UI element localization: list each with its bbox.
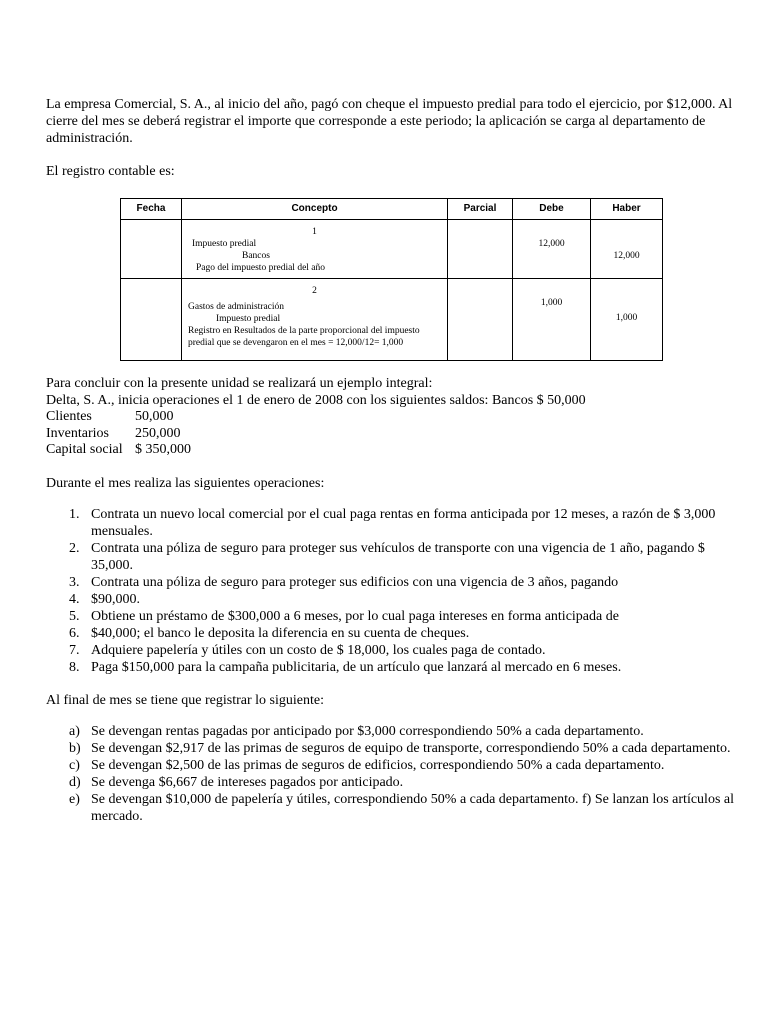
list-item-text: Se devenga $6,667 de intereses pagados por anticipado. bbox=[91, 774, 404, 790]
balance-label: Clientes bbox=[46, 409, 92, 424]
table-row bbox=[121, 279, 663, 361]
entry1-number: 1 bbox=[312, 227, 317, 237]
list-item-text: Contrata una póliza de seguro para proteger sus vehículos de transporte con una vigencia de 1 año, pagando $ 35,000. bbox=[91, 540, 705, 573]
list-item-text: $40,000; el banco le deposita la diferencia en su cuenta de cheques. bbox=[91, 625, 470, 641]
entry2-description-line1: Registro en Resultados de la parte proporcional del impuesto bbox=[188, 326, 420, 336]
table-row bbox=[121, 220, 663, 279]
list-marker: d) bbox=[69, 774, 81, 790]
header-haber: Haber bbox=[591, 199, 663, 220]
ledger-table bbox=[120, 198, 663, 361]
balance-value: 250,000 bbox=[135, 425, 181, 441]
entry1-concepto-cell bbox=[182, 220, 448, 279]
entry2-description-line2: predial que se devengaron en el mes = 12,000/12= 1,000 bbox=[188, 338, 404, 348]
registro-heading: El registro contable es: bbox=[46, 164, 175, 179]
header-parcial: Parcial bbox=[448, 199, 513, 220]
list-item-text: Obtiene un préstamo de $300,000 a 6 meses, por lo cual paga intereses en forma anticipada de bbox=[91, 608, 619, 624]
final-items-list bbox=[46, 723, 736, 825]
list-item bbox=[46, 591, 736, 608]
list-item-text: Se devengan $2,917 de las primas de seguros de equipo de transporte, correspondiendo 50% a cada departamento. bbox=[91, 740, 731, 756]
integral-example-section bbox=[46, 376, 736, 825]
list-item bbox=[46, 540, 736, 574]
entry2-parcial-cell bbox=[448, 279, 513, 361]
operations-list bbox=[46, 506, 736, 676]
list-item-text: Paga $150,000 para la campaña publicitaria, de un artículo que lanzará al mercado en 6 meses. bbox=[91, 659, 622, 675]
entry1-description: Pago del impuesto predial del año bbox=[196, 263, 326, 273]
ledger-header-row bbox=[121, 199, 663, 220]
list-item bbox=[46, 757, 736, 774]
entry2-debe-value: 1,000 bbox=[540, 298, 563, 308]
entry1-haber-value: 12,000 bbox=[613, 251, 640, 261]
entry1-credit-account: Bancos bbox=[242, 251, 270, 261]
list-marker: 3. bbox=[69, 574, 80, 590]
entry2-debe-cell bbox=[513, 279, 591, 361]
list-item bbox=[46, 659, 736, 676]
list-item bbox=[46, 774, 736, 791]
list-item-text: Se devengan rentas pagadas por anticipado por $3,000 correspondiendo 50% a cada departamento. bbox=[91, 723, 644, 739]
balance-row-clientes bbox=[46, 409, 736, 426]
list-marker: b) bbox=[69, 740, 81, 756]
list-item bbox=[46, 642, 736, 659]
balance-label: Inventarios bbox=[46, 425, 109, 441]
delta-line: Delta, S. A., inicia operaciones el 1 de enero de 2008 con los siguientes saldos: Bancos $ 50,000 bbox=[46, 392, 586, 408]
list-item-text: Se devengan $2,500 de las primas de seguros de edificios, correspondiendo 50% a cada departamento. bbox=[91, 757, 665, 773]
list-marker: c) bbox=[69, 757, 80, 773]
list-item bbox=[46, 740, 736, 757]
list-item bbox=[46, 506, 736, 540]
list-item bbox=[46, 791, 736, 825]
entry1-debe-value: 12,000 bbox=[538, 239, 565, 249]
entry1-debe-cell bbox=[513, 220, 591, 279]
list-item-text: $90,000. bbox=[91, 591, 140, 607]
list-marker: 2. bbox=[69, 540, 80, 556]
list-marker: 7. bbox=[69, 642, 80, 658]
list-item-text: Contrata un nuevo local comercial por el cual paga rentas en forma anticipada por 12 meses, a razón de $ 3,000 mensuales. bbox=[91, 506, 716, 539]
header-debe: Debe bbox=[513, 199, 591, 220]
entry2-haber-cell bbox=[591, 279, 663, 361]
entry2-debit-account: Gastos de administración bbox=[188, 302, 285, 312]
operations-heading: Durante el mes realiza las siguientes operaciones: bbox=[46, 475, 325, 491]
final-heading: Al final de mes se tiene que registrar lo siguiente: bbox=[46, 692, 324, 708]
list-marker: 5. bbox=[69, 608, 80, 624]
list-item-text: Se devengan $10,000 de papelería y útiles, correspondiendo 50% a cada departamento. f) Se lanzan los artículos al mercado. bbox=[91, 791, 734, 824]
list-item bbox=[46, 574, 736, 591]
list-marker: 8. bbox=[69, 659, 80, 675]
intro-paragraph: La empresa Comercial, S. A., al inicio del año, pagó con cheque el impuesto predial para todo el ejercicio, por $12,000. Al cierre del mes se deberá registrar el importe que corresponde a este periodo; la aplicación se carga al departamento de administración. bbox=[46, 97, 733, 146]
entry2-concepto-cell bbox=[182, 279, 448, 361]
list-marker: e) bbox=[69, 791, 80, 807]
header-fecha: Fecha bbox=[121, 199, 182, 220]
example-intro: Para concluir con la presente unidad se realizará un ejemplo integral: bbox=[46, 376, 433, 391]
entry2-haber-value: 1,000 bbox=[615, 313, 638, 323]
list-marker: 4. bbox=[69, 591, 80, 607]
entry1-fecha-cell bbox=[121, 220, 182, 279]
list-item bbox=[46, 723, 736, 740]
balance-label: Capital social bbox=[46, 442, 123, 457]
list-item-text: Adquiere papelería y útiles con un costo de $ 18,000, los cuales paga de contado. bbox=[91, 642, 546, 658]
entry2-number: 2 bbox=[312, 286, 317, 296]
list-marker: a) bbox=[69, 723, 80, 739]
entry2-credit-account: Impuesto predial bbox=[216, 314, 281, 324]
entry1-debit-account: Impuesto predial bbox=[192, 239, 257, 249]
balance-value: $ 350,000 bbox=[135, 442, 191, 457]
balance-value: 50,000 bbox=[135, 409, 174, 424]
balance-row-capital bbox=[46, 442, 736, 459]
entry1-parcial-cell bbox=[448, 220, 513, 279]
document-page bbox=[46, 96, 736, 824]
entry1-haber-cell bbox=[591, 220, 663, 279]
list-item bbox=[46, 625, 736, 642]
balance-row-inventarios bbox=[46, 426, 736, 443]
list-item bbox=[46, 608, 736, 625]
list-marker: 1. bbox=[69, 506, 80, 522]
list-item-text: Contrata una póliza de seguro para proteger sus edificios con una vigencia de 3 años, pagando bbox=[91, 574, 619, 590]
entry2-fecha-cell bbox=[121, 279, 182, 361]
header-concepto: Concepto bbox=[182, 199, 448, 220]
list-marker: 6. bbox=[69, 625, 80, 641]
